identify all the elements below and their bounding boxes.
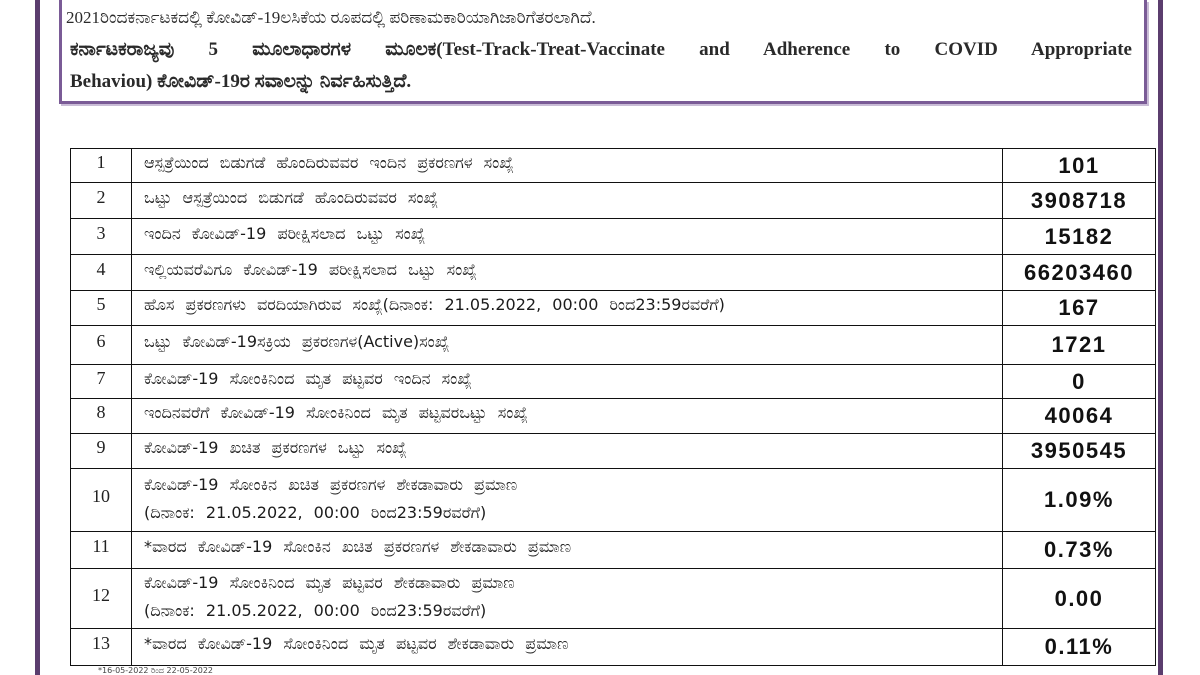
description-date-line: (ದಿನಾಂಕ: 21.05.2022, 00:00 ರಿಂದ23:59ರವರೆಗೆ) [144, 601, 487, 620]
description-line: ಹೊಸ ಪ್ರಕರಣಗಳು ವರದಿಯಾಗಿರುವ ಸಂಖ್ಯೆ(ದಿನಾಂಕ: 21.05.2022, 00:00 ರಿಂದ23:59ರವರೆಗೆ) [144, 295, 725, 314]
row-value: 1.09% [1003, 469, 1156, 532]
description-line: ಕೋವಿಡ್-19 ಖಚಿತ ಪ್ರಕರಣಗಳ ಒಟ್ಟು ಸಂಖ್ಯೆ [144, 438, 407, 457]
row-value: 0.11% [1003, 629, 1156, 666]
table-row [71, 219, 1156, 255]
row-value: 0 [1003, 365, 1156, 399]
row-number: 3 [71, 219, 132, 255]
row-value: 66203460 [1003, 255, 1156, 291]
description-line: ಕೋವಿಡ್-19 ಸೋಂಕಿನ ಖಚಿತ ಪ್ರಕರಣಗಳ ಶೇಕಡಾವಾರು ಪ್ರಮಾಣ [144, 474, 518, 494]
description-line: ಆಸ್ಪತ್ರೆಯಿಂದ ಬಿಡುಗಡೆ ಹೊಂದಿರುವವರ ಇಂದಿನ ಪ್ರಕರಣಗಳ ಸಂಖ್ಯೆ [144, 152, 514, 172]
row-number: 6 [71, 326, 132, 365]
table-row [71, 255, 1156, 291]
row-description [132, 569, 1003, 629]
row-description [132, 469, 1003, 532]
description-line: *ವಾರದ ಕೋವಿಡ್-19 ಸೋಂಕಿನ ಖಚಿತ ಪ್ರಕರಣಗಳ ಶೇಕಡಾವಾರು ಪ್ರಮಾಣ [144, 537, 572, 556]
row-value: 167 [1003, 291, 1156, 326]
row-description [132, 326, 1003, 365]
row-description [132, 219, 1003, 255]
table-body [71, 149, 1156, 666]
row-description [132, 532, 1003, 569]
row-description [132, 365, 1003, 399]
intro-box [59, 0, 1147, 104]
table-row [71, 569, 1156, 629]
description-line: ಇಲ್ಲಿಯವರೆವಿಗೂ ಕೋವಿಡ್-19 ಪರೀಕ್ಷಿಸಲಾದ ಒಟ್ಟು ಸಂಖ್ಯೆ [144, 259, 477, 279]
table-row [71, 365, 1156, 399]
row-description [132, 629, 1003, 666]
row-value: 101 [1003, 149, 1156, 183]
row-description [132, 183, 1003, 219]
page-border-left [35, 0, 40, 675]
table-row [71, 434, 1156, 469]
row-description [132, 291, 1003, 326]
row-number: 7 [71, 365, 132, 399]
row-value: 0.73% [1003, 532, 1156, 569]
row-value: 1721 [1003, 326, 1156, 365]
row-value: 0.00 [1003, 569, 1156, 629]
description-line: ಇಂದಿನವರೆಗೆ ಕೋವಿಡ್-19 ಸೋಂಕಿನಿಂದ ಮೃತ ಪಟ್ಟವರಒಟ್ಟು ಸಂಖ್ಯೆ [144, 403, 528, 422]
row-number: 8 [71, 399, 132, 434]
description-line: ಕೋವಿಡ್-19 ಸೋಂಕಿನಿಂದ ಮೃತ ಪಟ್ಟವರ ಶೇಕಡಾವಾರು ಪ್ರಮಾಣ [144, 573, 515, 592]
weekly-footnote: *16-05-2022 ರಿಂದ 22-05-2022 [98, 666, 214, 675]
table-row [71, 629, 1156, 666]
description-line: *ವಾರದ ಕೋವಿಡ್-19 ಸೋಂಕಿನಿಂದ ಮೃತ ಪಟ್ಟವರ ಶೇಕಡಾವಾರು ಪ್ರಮಾಣ [144, 634, 569, 653]
row-number: 12 [71, 569, 132, 629]
description-line: ಕೋವಿಡ್-19 ಸೋಂಕಿನಿಂದ ಮೃತ ಪಟ್ಟವರ ಇಂದಿನ ಸಂಖ್ಯೆ [144, 368, 472, 388]
row-number: 13 [71, 629, 132, 666]
table-row [71, 149, 1156, 183]
intro-line: 2021ರಿಂದಕರ್ನಾಟಕದಲ್ಲಿ ಕೋವಿಡ್-19ಲಸಿಕೆಯ ರೂಪದಲ್ಲಿ ಪರಿಣಾಮಕಾರಿಯಾಗಿಜಾರಿಗೆತರಲಾಗಿದೆ. [66, 8, 596, 27]
row-number: 4 [71, 255, 132, 291]
intro-line: Behaviou) ಕೋವಿಡ್-19ರ ಸವಾಲನ್ನು ನಿರ್ವಹಿಸುತ್ತಿದೆ. [70, 71, 412, 92]
table-row [71, 183, 1156, 219]
intro-line: ಕರ್ನಾಟಕರಾಜ್ಯವು 5 ಮೂಲಾಧಾರಗಳ ಮೂಲಕ(Test-Track-Treat-Vaccinate and Adherence to COVID Appropriate [70, 39, 1132, 60]
row-value: 3908718 [1003, 183, 1156, 219]
row-description [132, 399, 1003, 434]
description-line: ಒಟ್ಟು ಆಸ್ಪತ್ರೆಯಿಂದ ಬಿಡುಗಡೆ ಹೊಂದಿರುವವರ ಸಂಖ್ಯೆ [144, 187, 438, 207]
page-border-right [1158, 0, 1163, 675]
row-value: 40064 [1003, 399, 1156, 434]
row-value: 15182 [1003, 219, 1156, 255]
row-number: 9 [71, 434, 132, 469]
table-row [71, 326, 1156, 365]
row-description [132, 149, 1003, 183]
table-row [71, 469, 1156, 532]
row-number: 2 [71, 183, 132, 219]
row-description [132, 434, 1003, 469]
row-number: 1 [71, 149, 132, 183]
table-row [71, 291, 1156, 326]
description-line: ಇಂದಿನ ಕೋವಿಡ್-19 ಪರೀಕ್ಷಿಸಲಾದ ಒಟ್ಟು ಸಂಖ್ಯೆ [144, 223, 426, 243]
description-date-line: (ದಿನಾಂಕ: 21.05.2022, 00:00 ರಿಂದ23:59ರವರೆಗೆ) [144, 502, 487, 522]
table-row [71, 532, 1156, 569]
row-number: 5 [71, 291, 132, 326]
description-line: ಒಟ್ಟು ಕೋವಿಡ್-19ಸಕ್ರಿಯ ಪ್ರಕರಣಗಳ(Active)ಸಂಖ್ಯೆ [144, 332, 450, 351]
row-number: 11 [71, 532, 132, 569]
row-value: 3950545 [1003, 434, 1156, 469]
row-description [132, 255, 1003, 291]
table-row [71, 399, 1156, 434]
covid-stats-table [70, 148, 1156, 666]
row-number: 10 [71, 469, 132, 532]
